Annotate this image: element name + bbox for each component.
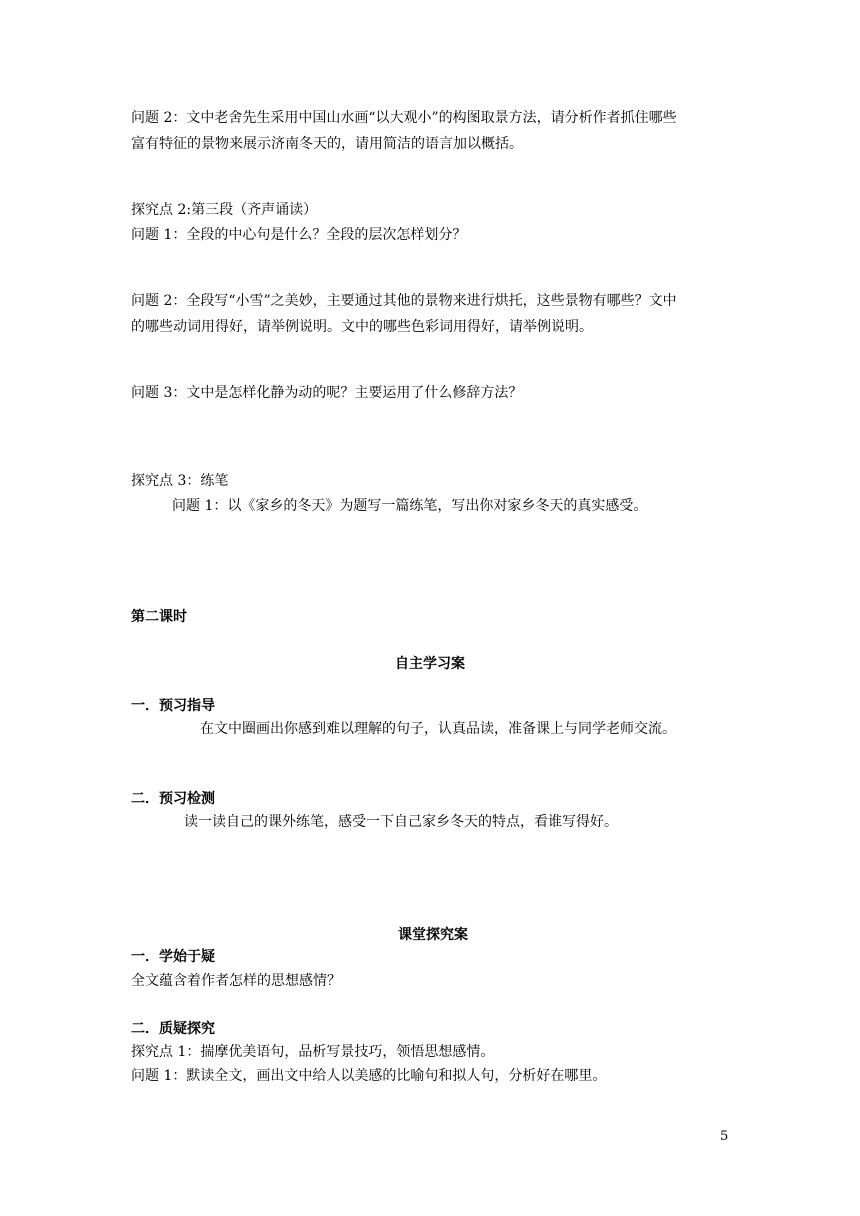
learn-from-doubt-heading: 一．学始于疑 <box>131 949 215 965</box>
explore-point-1-question-1: 问题 1：默读全文，画出文中给人以美感的比喻句和拟人句，分析好在哪里。 <box>131 1068 607 1084</box>
explore-point-1: 探究点 1：揣摩优美语句，品析写景技巧，领悟思想感情。 <box>131 1044 495 1060</box>
explore-point-2-question-2-line-2: 的哪些动词用得好，请举例说明。文中的哪些色彩词用得好，请举例说明。 <box>131 319 593 335</box>
class-explore-title: 课堂探究案 <box>398 927 468 943</box>
question-2-line-1: 问题 2：文中老舍先生采用中国山水画“以大观小”的构图取景方法，请分析作者抓住哪些 <box>131 110 677 126</box>
page-number: 5 <box>720 1129 729 1144</box>
learn-from-doubt-text: 全文蕴含着作者怎样的思想感情？ <box>131 973 341 989</box>
explore-point-2-title: 探究点 2:第三段（齐声诵读） <box>131 202 318 218</box>
preview-guide-text: 在文中圈画出你感到难以理解的句子，认真品读，准备课上与同学老师交流。 <box>200 721 676 737</box>
explore-point-3-title: 探究点 3：练笔 <box>131 473 229 489</box>
explore-point-3-question-1: 问题 1：以《家乡的冬天》为题写一篇练笔，写出你对家乡冬天的真实感受。 <box>172 498 648 514</box>
preview-guide-heading: 一．预习指导 <box>131 698 215 714</box>
preview-check-text: 读一读自己的课外练笔，感受一下自己家乡冬天的特点，看谁写得好。 <box>184 814 618 830</box>
question-2-line-2: 富有特征的景物来展示济南冬天的，请用简洁的语言加以概括。 <box>131 136 523 152</box>
explore-point-2-question-3: 问题 3：文中是怎样化静为动的呢？主要运用了什么修辞方法？ <box>131 385 523 401</box>
explore-point-2-question-1: 问题 1：全段的中心句是什么？全段的层次怎样划分？ <box>131 227 467 243</box>
explore-point-2-question-2-line-1: 问题 2：全段写“小雪”之美妙，主要通过其他的景物来进行烘托，这些景物有哪些？文中 <box>131 293 677 309</box>
question-explore-heading: 二．质疑探究 <box>131 1021 215 1037</box>
preview-check-heading: 二．预习检测 <box>131 791 215 807</box>
lesson-2-title: 第二课时 <box>131 609 187 625</box>
self-study-title: 自主学习案 <box>395 656 465 672</box>
